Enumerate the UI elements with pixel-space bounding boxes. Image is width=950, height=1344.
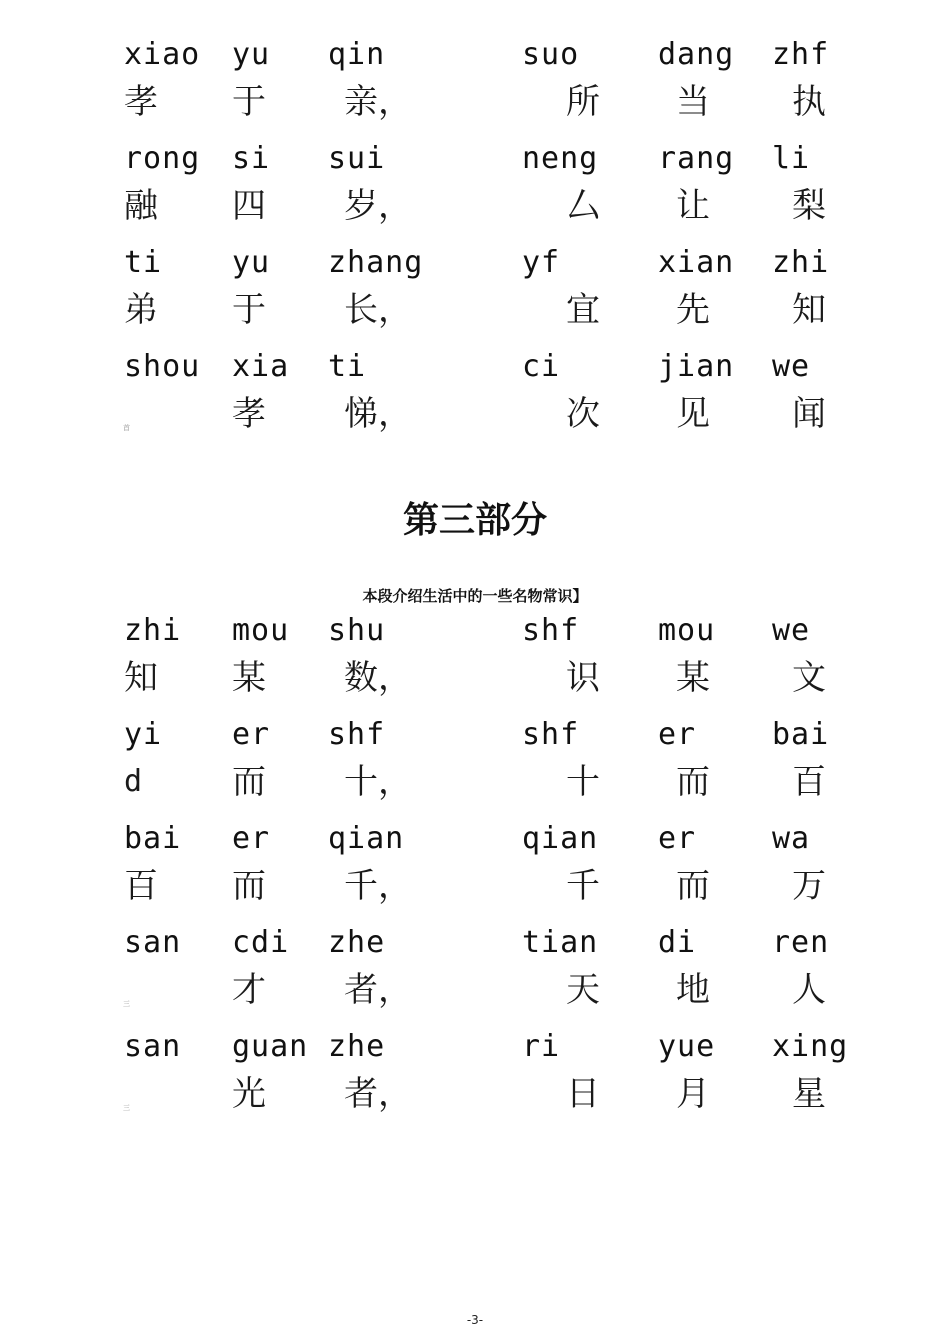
hanzi-character: 弟 xyxy=(124,290,158,330)
pinyin-syllable: san xyxy=(124,1029,182,1064)
hanzi-character: 宜 xyxy=(566,290,600,330)
pinyin-syllable: sui xyxy=(328,141,386,176)
hanzi-character: 百 xyxy=(792,762,826,802)
pinyin-syllable: xia xyxy=(232,349,290,384)
pinyin-syllable: dang xyxy=(658,37,735,72)
pinyin-syllable: ti xyxy=(124,245,163,280)
pinyin-syllable: cdi xyxy=(232,925,290,960)
pinyin-syllable: shf xyxy=(328,717,386,752)
pinyin-syllable: qian xyxy=(522,821,599,856)
verse-row xyxy=(0,926,950,1030)
hanzi-character: 融 xyxy=(124,186,158,226)
hanzi-character: 执 xyxy=(792,82,826,122)
hanzi-character: 而 xyxy=(232,762,266,802)
verse-row xyxy=(0,350,950,454)
pinyin-syllable: rong xyxy=(124,141,201,176)
hanzi-character: 日 xyxy=(566,1074,600,1114)
hanzi-character: 某 xyxy=(232,658,266,698)
hanzi-character: 所 xyxy=(566,82,600,122)
hanzi-character: 岁， xyxy=(344,186,412,226)
pinyin-syllable: yue xyxy=(658,1029,716,1064)
pinyin-syllable: yu xyxy=(232,245,271,280)
pinyin-syllable: mou xyxy=(232,613,290,648)
pinyin-syllable: zhe xyxy=(328,1029,386,1064)
hanzi-character: 先 xyxy=(676,290,710,330)
pinyin-syllable: tian xyxy=(522,925,599,960)
hanzi-character: 才 xyxy=(232,970,266,1010)
pinyin-syllable: rang xyxy=(658,141,735,176)
hanzi-character: 梨 xyxy=(792,186,826,226)
pinyin-syllable: er xyxy=(232,821,271,856)
pinyin-syllable: zhf xyxy=(772,37,830,72)
hanzi-character: 于 xyxy=(232,82,266,122)
pinyin-syllable: mou xyxy=(658,613,716,648)
hanzi-character: 知 xyxy=(124,658,158,698)
hanzi-character: 十 xyxy=(566,762,600,802)
pinyin-syllable: neng xyxy=(522,141,599,176)
hanzi-character: 闻 xyxy=(792,394,826,434)
pinyin-syllable: zhi xyxy=(772,245,830,280)
pinyin-syllable: jian xyxy=(658,349,735,384)
hanzi-character: 而 xyxy=(676,866,710,906)
hanzi-character: 厶 xyxy=(566,186,600,226)
verse-row xyxy=(0,38,950,142)
hanzi-character: 者， xyxy=(344,1074,412,1114)
hanzi-character: 千， xyxy=(344,866,412,906)
hanzi-character: 星 xyxy=(792,1074,826,1114)
verse-row xyxy=(0,246,950,350)
hanzi-character: 让 xyxy=(676,186,710,226)
pinyin-syllable: yf xyxy=(522,245,561,280)
section-title: 第三部分 xyxy=(402,500,547,541)
pinyin-syllable: zhi xyxy=(124,613,182,648)
pinyin-syllable: ci xyxy=(522,349,561,384)
hanzi-character: 万 xyxy=(792,866,826,906)
section-note: 本段介绍生活中的一些名物常识】 xyxy=(362,587,588,605)
hanzi-character: 某 xyxy=(676,658,710,698)
pinyin-syllable: xian xyxy=(658,245,735,280)
pinyin-syllable: si xyxy=(232,141,271,176)
pinyin-syllable: guan xyxy=(232,1029,309,1064)
verse-grid-part-three xyxy=(0,614,950,1134)
pinyin-syllable: zhang xyxy=(328,245,424,280)
hanzi-character: 而 xyxy=(676,762,710,802)
pinyin-syllable: er xyxy=(658,717,697,752)
pinyin-syllable: er xyxy=(232,717,271,752)
faint-marker: 首 xyxy=(123,424,130,432)
hanzi-character: 天 xyxy=(566,970,600,1010)
hanzi-character: 者， xyxy=(344,970,412,1010)
verse-row xyxy=(0,822,950,926)
pinyin-syllable: xiao xyxy=(124,37,201,72)
faint-marker: 三 xyxy=(123,1000,130,1008)
pinyin-syllable: qian xyxy=(328,821,405,856)
pinyin-syllable: qin xyxy=(328,37,386,72)
hanzi-character: 光 xyxy=(232,1074,266,1114)
hanzi-character: 长， xyxy=(344,290,412,330)
pinyin-syllable: zhe xyxy=(328,925,386,960)
pinyin-syllable: bai xyxy=(124,821,182,856)
hanzi-character: 孝 xyxy=(124,82,158,122)
hanzi-character: 文 xyxy=(792,658,826,698)
hanzi-character: 月 xyxy=(676,1074,710,1114)
pinyin-syllable: er xyxy=(658,821,697,856)
verse-row xyxy=(0,142,950,246)
pinyin-syllable: we xyxy=(772,349,811,384)
hanzi-character: 见 xyxy=(676,394,710,434)
page-number: -3- xyxy=(466,1313,484,1327)
pinyin-syllable: shf xyxy=(522,717,580,752)
verse-row xyxy=(0,1030,950,1134)
pinyin-syllable: ren xyxy=(772,925,830,960)
hanzi-character: 地 xyxy=(676,970,710,1010)
hanzi-character: 千 xyxy=(566,866,600,906)
hanzi-character: 十， xyxy=(344,762,412,802)
pinyin-syllable: ri xyxy=(522,1029,561,1064)
verse-grid-part-two xyxy=(0,38,950,454)
pinyin-syllable: wa xyxy=(772,821,811,856)
pinyin-syllable: xing xyxy=(772,1029,849,1064)
verse-row xyxy=(0,614,950,718)
hanzi-character: 百 xyxy=(124,866,158,906)
hanzi-character: 知 xyxy=(792,290,826,330)
pinyin-syllable: we xyxy=(772,613,811,648)
faint-marker: 三 xyxy=(123,1104,130,1112)
hanzi-character: 亲， xyxy=(344,82,412,122)
pinyin-syllable: di xyxy=(658,925,697,960)
hanzi-character: 而 xyxy=(232,866,266,906)
pinyin-syllable: yu xyxy=(232,37,271,72)
hanzi-character: 识 xyxy=(566,658,600,698)
hanzi-character: 当 xyxy=(676,82,710,122)
hanzi-character: 数， xyxy=(344,658,412,698)
hanzi-character: 孝 xyxy=(232,394,266,434)
hanzi-character: 人 xyxy=(792,970,826,1010)
hanzi-character: 四 xyxy=(232,186,266,226)
pinyin-syllable: li xyxy=(772,141,811,176)
pinyin-syllable: shf xyxy=(522,613,580,648)
pinyin-syllable: san xyxy=(124,925,182,960)
pinyin-syllable: ti xyxy=(328,349,367,384)
pinyin-syllable: shu xyxy=(328,613,386,648)
hanzi-character: d xyxy=(124,764,143,799)
hanzi-character: 于 xyxy=(232,290,266,330)
hanzi-character: 悌， xyxy=(344,394,412,434)
pinyin-syllable: bai xyxy=(772,717,830,752)
pinyin-syllable: shou xyxy=(124,349,201,384)
verse-row xyxy=(0,718,950,822)
pinyin-syllable: suo xyxy=(522,37,580,72)
pinyin-syllable: yi xyxy=(124,717,163,752)
hanzi-character: 次 xyxy=(566,394,600,434)
